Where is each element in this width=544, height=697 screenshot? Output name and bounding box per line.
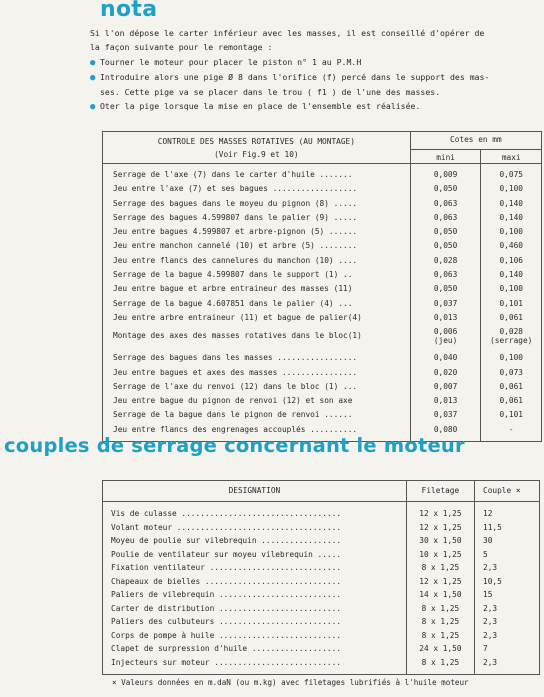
table-row <box>103 325 542 347</box>
table-row <box>103 351 542 365</box>
row-mini: 0,050 <box>410 239 481 253</box>
table-row <box>103 408 542 422</box>
row-designation: Fixation ventilateur ............................ <box>111 563 342 572</box>
row-filetage: 8 x 1,25 <box>406 561 474 575</box>
row-maxi: 0,061 <box>481 394 542 408</box>
row-mini: 0,050 <box>410 282 481 296</box>
bullet-icon: ● <box>90 72 96 83</box>
table-row <box>103 548 540 562</box>
row-couple: 7 <box>475 642 540 656</box>
row-label: Jeu entre flancs des engrenages accouplés .......... <box>113 424 358 434</box>
row-designation: Paliers des culbuteurs .......................... <box>111 617 342 626</box>
row-filetage: 12 x 1,25 <box>406 521 474 535</box>
table-row <box>103 380 542 394</box>
row-maxi: 0,460 <box>481 239 542 253</box>
nota-line: la façon suivante pour le remontage : <box>90 42 273 53</box>
nota-title: nota <box>100 0 158 22</box>
row-mini: 0,063 <box>410 211 481 225</box>
row-couple: 2,3 <box>475 656 540 670</box>
row-filetage: 14 x 1,50 <box>406 588 474 602</box>
row-maxi: 0,075 <box>481 168 542 182</box>
mini-header: mini <box>410 149 481 163</box>
row-designation: Volant moteur ................................... <box>111 522 342 532</box>
row-designation: Poulie de ventilateur sur moyeu vilebrequin ..... <box>111 549 342 559</box>
row-mini: 0,080 <box>410 423 481 437</box>
row-label: Serrage de la bague 4.607851 dans le palier (4) ... <box>113 298 353 308</box>
row-couple: 2,3 <box>475 602 540 616</box>
row-filetage: 12 x 1,25 <box>406 507 474 521</box>
nota-bullet: ● Oter la pige lorsque la mise en place de l'ensemble est réalisée. <box>90 99 540 114</box>
row-label: Jeu entre bagues et axes des masses ................ <box>113 367 358 377</box>
row-label: Serrage de la bague 4.599807 dans le support (1) .. <box>113 270 353 280</box>
row-couple: 15 <box>475 588 540 602</box>
row-couple: 10,5 <box>475 575 540 589</box>
filetage-header: Filetage <box>406 481 474 502</box>
row-couple: 30 <box>475 534 540 548</box>
table-row <box>103 561 540 575</box>
row-mini: 0,020 <box>410 366 481 380</box>
row-maxi: 0,140 <box>481 268 542 282</box>
couples-title: couples de serrage concernant le moteur <box>4 434 465 457</box>
row-designation: Injecteurs sur moteur ........................... <box>111 657 342 667</box>
row-filetage: 24 x 1,50 <box>406 642 474 656</box>
row-maxi: 0,100 <box>481 182 542 196</box>
row-mini: 0,040 <box>410 351 481 365</box>
nota-bullet: ● Tourner le moteur pour placer le piston n° 1 au P.M.H <box>90 55 540 70</box>
row-label: Serrage de l'axe (7) dans le carter d'huile ....... <box>113 170 353 179</box>
table-row <box>103 254 542 268</box>
row-maxi: 0,106 <box>481 254 542 268</box>
table-row <box>103 197 542 211</box>
row-maxi: 0,140 <box>481 197 542 211</box>
table-row <box>103 629 540 643</box>
bullet-icon: ● <box>90 102 96 113</box>
row-designation: Moyeu de poulie sur vilebrequin ................. <box>111 536 342 545</box>
row-mini: 0,063 <box>410 268 481 282</box>
row-designation: Carter de distribution .......................... <box>111 603 342 613</box>
table-row <box>103 507 540 521</box>
couples-table <box>102 480 540 675</box>
row-maxi: 0,100 <box>481 351 542 365</box>
row-designation: Chapeaux de bielles ............................. <box>111 576 342 586</box>
row-label: Jeu entre bagues 4.599807 et arbre-pignon (5) ...... <box>113 227 358 237</box>
row-couple: 2,3 <box>475 615 540 629</box>
row-maxi: 0,140 <box>481 211 542 225</box>
cotes-header: Cotes en mm <box>410 132 541 150</box>
table-row <box>103 656 540 670</box>
row-label: Jeu entre bague et arbre entraineur des masses (11) <box>113 284 353 294</box>
table-row <box>103 575 540 589</box>
row-couple: 5 <box>475 548 540 562</box>
row-maxi: 0,101 <box>481 297 542 311</box>
nota-bullet: ● Introduire alors une pige Ø 8 dans l'orifice (f) percé dans le support des mas- <box>90 70 540 85</box>
designation-header: DESIGNATION <box>103 481 407 502</box>
table-row <box>103 282 542 296</box>
row-filetage: 8 x 1,25 <box>406 615 474 629</box>
row-label: Jeu entre flancs des cannelures du manchon (10) .... <box>113 255 358 265</box>
row-label: Jeu entre bague du pignon de renvoi (12) et son axe <box>113 396 353 406</box>
row-maxi: 0,073 <box>481 366 542 380</box>
table-row <box>103 394 542 408</box>
bullet-icon: ● <box>90 57 96 68</box>
table-row <box>103 588 540 602</box>
row-mini: 0,007 <box>410 380 481 394</box>
table-row <box>103 225 542 239</box>
table-row <box>103 239 542 253</box>
row-designation: Corps de pompe à huile .......................... <box>111 630 342 640</box>
row-filetage: 8 x 1,25 <box>406 656 474 670</box>
row-filetage: 10 x 1,25 <box>406 548 474 562</box>
row-filetage: 30 x 1,50 <box>406 534 474 548</box>
row-label: Serrage des bagues dans les masses ................. <box>113 353 358 363</box>
row-label: Jeu entre manchon cannelé (10) et arbre (5) ........ <box>113 241 358 251</box>
table-row <box>103 534 540 548</box>
row-maxi: 0,028 (serrage) <box>481 325 542 347</box>
table-row <box>103 521 540 535</box>
controle-header: CONTROLE DES MASSES ROTATIVES (AU MONTAGE) (Voir Fig.9 et 10) <box>157 137 355 159</box>
table-row <box>103 297 542 311</box>
row-couple: 12 <box>475 507 540 521</box>
row-label: Montage des axes des masses rotatives dans le bloc(1) <box>113 331 362 341</box>
row-designation: Vis de culasse .................................. <box>111 509 342 518</box>
table-row <box>103 311 542 325</box>
row-couple: 11,5 <box>475 521 540 535</box>
row-maxi: 0,061 <box>481 311 542 325</box>
row-maxi: 0,100 <box>481 225 542 239</box>
row-label: Jeu entre l'axe (7) et ses bagues .................. <box>113 184 358 194</box>
table-row <box>103 366 542 380</box>
row-maxi: 0,061 <box>481 380 542 394</box>
row-label: Serrage de la bague dans le pignon de renvoi ...... <box>113 410 353 420</box>
row-mini: 0,063 <box>410 197 481 211</box>
couple-header: Couple × <box>475 481 540 502</box>
row-couple: 2,3 <box>475 629 540 643</box>
row-label: Serrage de l'axe du renvoi (12) dans le bloc (1) ... <box>113 381 358 391</box>
row-filetage: 8 x 1,25 <box>406 602 474 616</box>
table-row <box>103 642 540 656</box>
row-maxi: 0,100 <box>481 282 542 296</box>
row-label: Jeu entre arbre entraineur (11) et bague de palier(4) <box>113 312 362 322</box>
table-row <box>103 211 542 225</box>
nota-text <box>90 26 540 115</box>
row-filetage: 8 x 1,25 <box>406 629 474 643</box>
controle-table <box>102 131 542 442</box>
row-maxi: 0,101 <box>481 408 542 422</box>
row-designation: Paliers de vilebrequin .......................... <box>111 590 342 599</box>
row-mini: 0,009 <box>410 168 481 182</box>
table-row <box>103 615 540 629</box>
footnote: × Valeurs données en m.daN (ou m.kg) avec filetages lubrifiés à l'huile moteur <box>112 678 469 687</box>
row-mini: 0,050 <box>410 182 481 196</box>
table-row <box>103 168 542 182</box>
row-mini: 0,013 <box>410 394 481 408</box>
row-designation: Clapet de surpression d'huile ................... <box>111 644 342 653</box>
row-label: Serrage des bagues dans le moyeu du pignon (8) ..... <box>113 198 358 208</box>
row-label: Serrage des bagues 4.599807 dans le palier (9) ..... <box>113 212 358 222</box>
table-row <box>103 602 540 616</box>
row-filetage: 12 x 1,25 <box>406 575 474 589</box>
row-couple: 2,3 <box>475 561 540 575</box>
row-mini: 0,028 <box>410 254 481 268</box>
row-maxi: - <box>481 423 542 437</box>
nota-line: Si l'on dépose le carter inférieur avec les masses, il est conseillé d'opérer de <box>90 28 485 38</box>
row-mini: 0,050 <box>410 225 481 239</box>
nota-line: ses. Cette pige va se placer dans le trou ( f1 ) de l'une des masses. <box>100 87 441 98</box>
row-mini: 0,037 <box>410 408 481 422</box>
maxi-header: maxi <box>481 149 542 163</box>
table-row <box>103 182 542 196</box>
row-mini: 0,037 <box>410 297 481 311</box>
table-row <box>103 268 542 282</box>
row-mini: 0,013 <box>410 311 481 325</box>
row-mini: 0,006 (jeu) <box>410 325 481 347</box>
